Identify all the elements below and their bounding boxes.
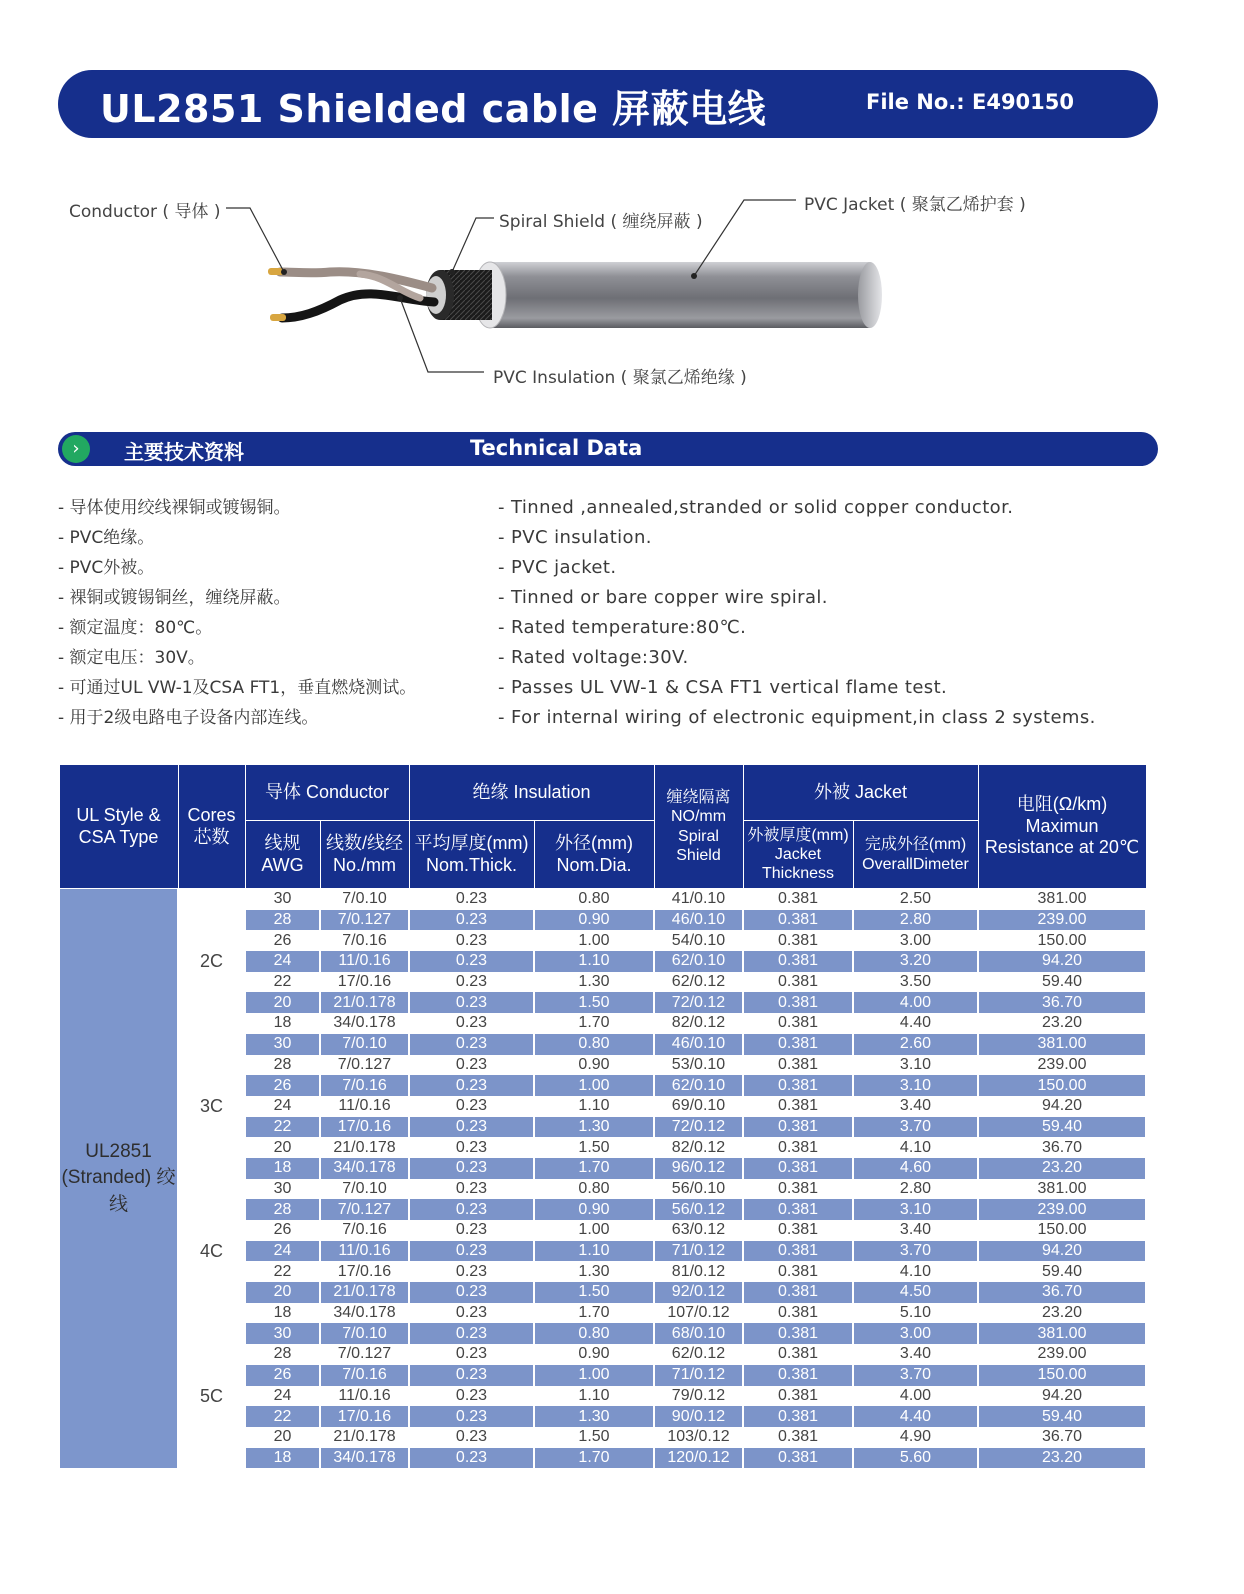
shield-cell: 82/0.12 [654,1137,743,1158]
nom-dia-cell: 1.00 [534,1365,654,1386]
shield-cell: 62/0.10 [654,951,743,972]
resistance-cell: 59.40 [978,1261,1146,1282]
jacket-thickness-cell: 0.381 [743,1427,853,1448]
nom-thick-cell: 0.23 [409,1137,534,1158]
spec-list-en [498,496,1096,736]
jacket-thickness-cell: 0.381 [743,1158,853,1179]
jacket-thickness-cell: 0.381 [743,1220,853,1241]
resistance-cell: 94.20 [978,1241,1146,1262]
no-mm-cell: 7/0.16 [320,1365,409,1386]
awg-cell: 26 [245,1075,320,1096]
nom-thick-cell: 0.23 [409,1323,534,1344]
no-mm-cell: 7/0.16 [320,930,409,951]
nom-thick-cell: 0.23 [409,910,534,931]
shield-cell: 72/0.12 [654,1117,743,1138]
no-mm-cell: 11/0.16 [320,1096,409,1117]
cores-cell: 2C [178,889,245,1034]
awg-cell: 22 [245,1261,320,1282]
resistance-cell: 94.20 [978,1096,1146,1117]
nom-thick-cell: 0.23 [409,1427,534,1448]
spec-item: - Tinned ,annealed,stranded or solid copper conductor. [498,497,1014,518]
overall-dia-cell: 3.70 [853,1365,978,1386]
nom-thick-cell: 0.23 [409,1179,534,1200]
no-mm-cell: 17/0.16 [320,1117,409,1138]
resistance-cell: 36.70 [978,1427,1146,1448]
nom-dia-cell: 0.80 [534,889,654,910]
shield-cell: 82/0.12 [654,1013,743,1034]
jacket-thickness-cell: 0.381 [743,1365,853,1386]
nom-thick-cell: 0.23 [409,972,534,993]
overall-dia-cell: 4.00 [853,992,978,1013]
awg-cell: 22 [245,1406,320,1427]
nom-thick-cell: 0.23 [409,992,534,1013]
spec-table-body [59,889,1146,1469]
nom-dia-cell: 1.30 [534,1406,654,1427]
overall-dia-cell: 4.40 [853,1406,978,1427]
shield-cell: 68/0.10 [654,1323,743,1344]
no-mm-cell: 34/0.178 [320,1448,409,1469]
nom-thick-cell: 0.23 [409,1055,534,1076]
nom-dia-cell: 1.30 [534,972,654,993]
nom-dia-cell: 1.00 [534,1220,654,1241]
shield-cell: 46/0.10 [654,910,743,931]
shield-cell: 72/0.12 [654,992,743,1013]
nom-dia-cell: 1.10 [534,1386,654,1407]
overall-dia-cell: 3.40 [853,1220,978,1241]
spec-list-zh [58,496,416,736]
shield-cell: 53/0.10 [654,1055,743,1076]
resistance-cell: 239.00 [978,910,1146,931]
resistance-cell: 36.70 [978,1137,1146,1158]
nom-thick-cell: 0.23 [409,1034,534,1055]
spec-item: - PVC insulation. [498,527,652,548]
nom-dia-cell: 1.30 [534,1117,654,1138]
overall-dia-cell: 4.60 [853,1158,978,1179]
shield-cell: 103/0.12 [654,1427,743,1448]
header-jacket: 外被 Jacket [743,765,978,821]
jacket-thickness-cell: 0.381 [743,972,853,993]
nom-dia-cell: 1.70 [534,1158,654,1179]
jacket-thickness-cell: 0.381 [743,1055,853,1076]
nom-dia-cell: 1.50 [534,1282,654,1303]
nom-dia-cell: 1.70 [534,1448,654,1469]
awg-cell: 24 [245,1096,320,1117]
jacket-thickness-cell: 0.381 [743,889,853,910]
shield-cell: 56/0.12 [654,1199,743,1220]
title-banner [58,70,1158,138]
nom-dia-cell: 1.50 [534,1427,654,1448]
spec-item: - 额定温度：80℃。 [58,618,213,638]
resistance-cell: 23.20 [978,1158,1146,1179]
nom-thick-cell: 0.23 [409,1365,534,1386]
cores-cell: 4C [178,1179,245,1324]
nom-thick-cell: 0.23 [409,1282,534,1303]
overall-dia-cell: 4.90 [853,1427,978,1448]
nom-thick-cell: 0.23 [409,1241,534,1262]
jacket-thickness-cell: 0.381 [743,1261,853,1282]
jacket-thickness-cell: 0.381 [743,951,853,972]
resistance-cell: 94.20 [978,1386,1146,1407]
shield-cell: 62/0.10 [654,1075,743,1096]
cores-cell: 5C [178,1323,245,1468]
no-mm-cell: 7/0.127 [320,1344,409,1365]
table-row [59,1323,1146,1344]
awg-cell: 18 [245,1013,320,1034]
shield-cell: 46/0.10 [654,1034,743,1055]
shield-cell: 79/0.12 [654,1386,743,1407]
jacket-thickness-cell: 0.381 [743,1323,853,1344]
nom-thick-cell: 0.23 [409,1386,534,1407]
shield-cell: 62/0.12 [654,1344,743,1365]
no-mm-cell: 11/0.16 [320,1386,409,1407]
overall-dia-cell: 2.80 [853,910,978,931]
shield-cell: 71/0.12 [654,1241,743,1262]
nom-dia-cell: 1.70 [534,1303,654,1324]
no-mm-cell: 17/0.16 [320,1406,409,1427]
spec-item: - For internal wiring of electronic equipment,in class 2 systems. [498,707,1096,728]
awg-cell: 28 [245,1055,320,1076]
nom-thick-cell: 0.23 [409,1344,534,1365]
no-mm-cell: 34/0.178 [320,1158,409,1179]
spec-item: - Tinned or bare copper wire spiral. [498,587,828,608]
spec-table [58,764,1147,1468]
awg-cell: 28 [245,1199,320,1220]
overall-dia-cell: 3.00 [853,930,978,951]
header-spiral-shield: 缠绕隔离 NO/mm Spiral Shield [654,765,743,889]
spec-item: - Rated voltage:30V. [498,647,689,668]
table-row [59,889,1146,910]
overall-dia-cell: 3.10 [853,1055,978,1076]
nom-thick-cell: 0.23 [409,1075,534,1096]
jacket-thickness-cell: 0.381 [743,992,853,1013]
overall-dia-cell: 3.20 [853,951,978,972]
no-mm-cell: 21/0.178 [320,1282,409,1303]
awg-cell: 22 [245,1117,320,1138]
jacket-thickness-cell: 0.381 [743,1303,853,1324]
nom-thick-cell: 0.23 [409,889,534,910]
resistance-cell: 94.20 [978,951,1146,972]
jacket-thickness-cell: 0.381 [743,1075,853,1096]
no-mm-cell: 11/0.16 [320,951,409,972]
overall-dia-cell: 4.40 [853,1013,978,1034]
nom-dia-cell: 1.00 [534,930,654,951]
awg-cell: 22 [245,972,320,993]
no-mm-cell: 21/0.178 [320,992,409,1013]
header-insulation: 绝缘 Insulation [409,765,654,821]
resistance-cell: 150.00 [978,1220,1146,1241]
jacket-thickness-cell: 0.381 [743,1013,853,1034]
spec-item: - PVC外被。 [58,558,155,578]
overall-dia-cell: 4.10 [853,1261,978,1282]
awg-cell: 30 [245,1034,320,1055]
shield-cell: 120/0.12 [654,1448,743,1469]
nom-dia-cell: 1.10 [534,1241,654,1262]
no-mm-cell: 7/0.127 [320,1055,409,1076]
header-jacket-thickness: 外被厚度(mm) Jacket Thickness [743,821,853,889]
nom-dia-cell: 1.10 [534,1096,654,1117]
shield-cell: 69/0.10 [654,1096,743,1117]
no-mm-cell: 7/0.16 [320,1220,409,1241]
resistance-cell: 59.40 [978,972,1146,993]
shield-cell: 90/0.12 [654,1406,743,1427]
spec-item: - PVC jacket. [498,557,617,578]
jacket-thickness-cell: 0.381 [743,1386,853,1407]
awg-cell: 26 [245,1220,320,1241]
resistance-cell: 381.00 [978,1034,1146,1055]
section-title-zh: 主要技术资料 [124,440,244,464]
jacket-thickness-cell: 0.381 [743,1344,853,1365]
nom-dia-cell: 1.70 [534,1013,654,1034]
header-nom-thick: 平均厚度(mm) Nom.Thick. [409,821,534,889]
cores-cell: 3C [178,1034,245,1179]
overall-dia-cell: 3.70 [853,1241,978,1262]
overall-dia-cell: 3.40 [853,1096,978,1117]
nom-dia-cell: 1.10 [534,951,654,972]
resistance-cell: 239.00 [978,1055,1146,1076]
nom-thick-cell: 0.23 [409,930,534,951]
jacket-thickness-cell: 0.381 [743,1096,853,1117]
nom-thick-cell: 0.23 [409,1158,534,1179]
jacket-thickness-cell: 0.381 [743,1282,853,1303]
nom-dia-cell: 0.80 [534,1179,654,1200]
resistance-cell: 36.70 [978,992,1146,1013]
awg-cell: 20 [245,992,320,1013]
spec-item: - 用于2级电路电子设备内部连线。 [58,708,319,728]
resistance-cell: 36.70 [978,1282,1146,1303]
nom-dia-cell: 1.30 [534,1261,654,1282]
pvc-jacket-label: PVC Jacket ( 聚氯乙烯护套 ) [804,195,1026,215]
nom-dia-cell: 0.90 [534,1199,654,1220]
jacket-thickness-cell: 0.381 [743,1137,853,1158]
shield-cell: 41/0.10 [654,889,743,910]
header-resistance: 电阻(Ω/km) Maximun Resistance at 20℃ [978,765,1146,889]
awg-cell: 18 [245,1158,320,1179]
overall-dia-cell: 5.10 [853,1303,978,1324]
shield-cell: 96/0.12 [654,1158,743,1179]
file-number: File No.: E490150 [866,90,1075,114]
jacket-thickness-cell: 0.381 [743,1406,853,1427]
overall-dia-cell: 5.60 [853,1448,978,1469]
header-awg: 线规 AWG [245,821,320,889]
no-mm-cell: 7/0.127 [320,910,409,931]
awg-cell: 18 [245,1303,320,1324]
shield-cell: 81/0.12 [654,1261,743,1282]
resistance-cell: 239.00 [978,1344,1146,1365]
overall-dia-cell: 4.50 [853,1282,978,1303]
overall-dia-cell: 4.10 [853,1137,978,1158]
header-nom-dia: 外径(mm) Nom.Dia. [534,821,654,889]
awg-cell: 24 [245,951,320,972]
overall-dia-cell: 3.40 [853,1344,978,1365]
overall-dia-cell: 3.70 [853,1117,978,1138]
no-mm-cell: 7/0.10 [320,889,409,910]
overall-dia-cell: 3.10 [853,1075,978,1096]
nom-dia-cell: 1.50 [534,1137,654,1158]
chevron-right-icon: › [62,435,90,463]
spec-item: - 可通过UL VW-1及CSA FT1，垂直燃烧测试。 [58,678,417,698]
spiral-shield-label: Spiral Shield ( 缠绕屏蔽 ) [499,212,703,232]
jacket-thickness-cell: 0.381 [743,1448,853,1469]
shield-cell: 63/0.12 [654,1220,743,1241]
jacket-thickness-cell: 0.381 [743,1199,853,1220]
no-mm-cell: 17/0.16 [320,972,409,993]
nom-dia-cell: 0.90 [534,1344,654,1365]
technical-data-bar [58,432,1158,466]
awg-cell: 26 [245,930,320,951]
awg-cell: 20 [245,1137,320,1158]
shield-cell: 56/0.10 [654,1179,743,1200]
resistance-cell: 23.20 [978,1013,1146,1034]
spec-item: - Passes UL VW-1 & CSA FT1 vertical flame test. [498,677,948,698]
overall-dia-cell: 4.00 [853,1386,978,1407]
awg-cell: 28 [245,1344,320,1365]
table-row [59,1179,1146,1200]
awg-cell: 20 [245,1282,320,1303]
shield-cell: 71/0.12 [654,1365,743,1386]
resistance-cell: 381.00 [978,889,1146,910]
nom-thick-cell: 0.23 [409,1448,534,1469]
no-mm-cell: 7/0.16 [320,1075,409,1096]
awg-cell: 30 [245,1323,320,1344]
overall-dia-cell: 2.50 [853,889,978,910]
jacket-thickness-cell: 0.381 [743,910,853,931]
resistance-cell: 381.00 [978,1323,1146,1344]
awg-cell: 18 [245,1448,320,1469]
overall-dia-cell: 2.80 [853,1179,978,1200]
conductor-label: Conductor ( 导体 ) [69,202,221,222]
jacket-thickness-cell: 0.381 [743,1241,853,1262]
nom-dia-cell: 0.80 [534,1323,654,1344]
no-mm-cell: 34/0.178 [320,1013,409,1034]
header-conductor: 导体 Conductor [245,765,409,821]
nom-dia-cell: 0.80 [534,1034,654,1055]
no-mm-cell: 21/0.178 [320,1137,409,1158]
spec-item: - Rated temperature:80℃. [498,617,747,638]
shield-cell: 54/0.10 [654,930,743,951]
nom-thick-cell: 0.23 [409,1199,534,1220]
no-mm-cell: 34/0.178 [320,1303,409,1324]
nom-thick-cell: 0.23 [409,1013,534,1034]
awg-cell: 26 [245,1365,320,1386]
no-mm-cell: 7/0.10 [320,1323,409,1344]
header-no-mm: 线数/线经 No./mm [320,821,409,889]
awg-cell: 28 [245,910,320,931]
nom-thick-cell: 0.23 [409,1303,534,1324]
overall-dia-cell: 2.60 [853,1034,978,1055]
header-overall-diameter: 完成外径(mm) OverallDimeter [853,821,978,889]
resistance-cell: 150.00 [978,930,1146,951]
resistance-cell: 239.00 [978,1199,1146,1220]
header-ul-style: UL Style & CSA Type [59,765,178,889]
spec-item: - 额定电压：30V。 [58,648,205,668]
awg-cell: 24 [245,1386,320,1407]
overall-dia-cell: 3.10 [853,1199,978,1220]
spec-item: - 导体使用绞线裸铜或镀锡铜。 [58,498,291,518]
nom-thick-cell: 0.23 [409,1096,534,1117]
resistance-cell: 381.00 [978,1179,1146,1200]
no-mm-cell: 17/0.16 [320,1261,409,1282]
spec-item: - 裸铜或镀锡铜丝，缠绕屏蔽。 [58,588,291,608]
resistance-cell: 23.20 [978,1303,1146,1324]
resistance-cell: 150.00 [978,1075,1146,1096]
awg-cell: 24 [245,1241,320,1262]
jacket-thickness-cell: 0.381 [743,1117,853,1138]
awg-cell: 30 [245,889,320,910]
no-mm-cell: 21/0.178 [320,1427,409,1448]
nom-thick-cell: 0.23 [409,1220,534,1241]
shield-cell: 92/0.12 [654,1282,743,1303]
resistance-cell: 59.40 [978,1406,1146,1427]
resistance-cell: 59.40 [978,1117,1146,1138]
table-row [59,1034,1146,1055]
shield-cell: 107/0.12 [654,1303,743,1324]
nom-dia-cell: 0.90 [534,910,654,931]
nom-dia-cell: 1.50 [534,992,654,1013]
no-mm-cell: 7/0.10 [320,1179,409,1200]
header-cores: Cores 芯数 [178,765,245,889]
nom-thick-cell: 0.23 [409,1117,534,1138]
overall-dia-cell: 3.00 [853,1323,978,1344]
no-mm-cell: 7/0.127 [320,1199,409,1220]
section-title-en: Technical Data [470,436,643,460]
jacket-thickness-cell: 0.381 [743,930,853,951]
overall-dia-cell: 3.50 [853,972,978,993]
awg-cell: 30 [245,1179,320,1200]
page-title: UL2851 Shielded cable 屏蔽电线 [100,87,767,131]
resistance-cell: 23.20 [978,1448,1146,1469]
awg-cell: 20 [245,1427,320,1448]
nom-dia-cell: 1.00 [534,1075,654,1096]
cable-diagram [0,160,1244,420]
jacket-thickness-cell: 0.381 [743,1179,853,1200]
pvc-insulation-label: PVC Insulation ( 聚氯乙烯绝缘 ) [493,368,747,388]
nom-thick-cell: 0.23 [409,951,534,972]
ul-style-cell: UL2851 (Stranded) 绞线 [59,889,178,1469]
nom-thick-cell: 0.23 [409,1406,534,1427]
no-mm-cell: 7/0.10 [320,1034,409,1055]
nom-dia-cell: 0.90 [534,1055,654,1076]
shield-cell: 62/0.12 [654,972,743,993]
spec-item: - PVC绝缘。 [58,528,155,548]
resistance-cell: 150.00 [978,1365,1146,1386]
no-mm-cell: 11/0.16 [320,1241,409,1262]
nom-thick-cell: 0.23 [409,1261,534,1282]
jacket-thickness-cell: 0.381 [743,1034,853,1055]
